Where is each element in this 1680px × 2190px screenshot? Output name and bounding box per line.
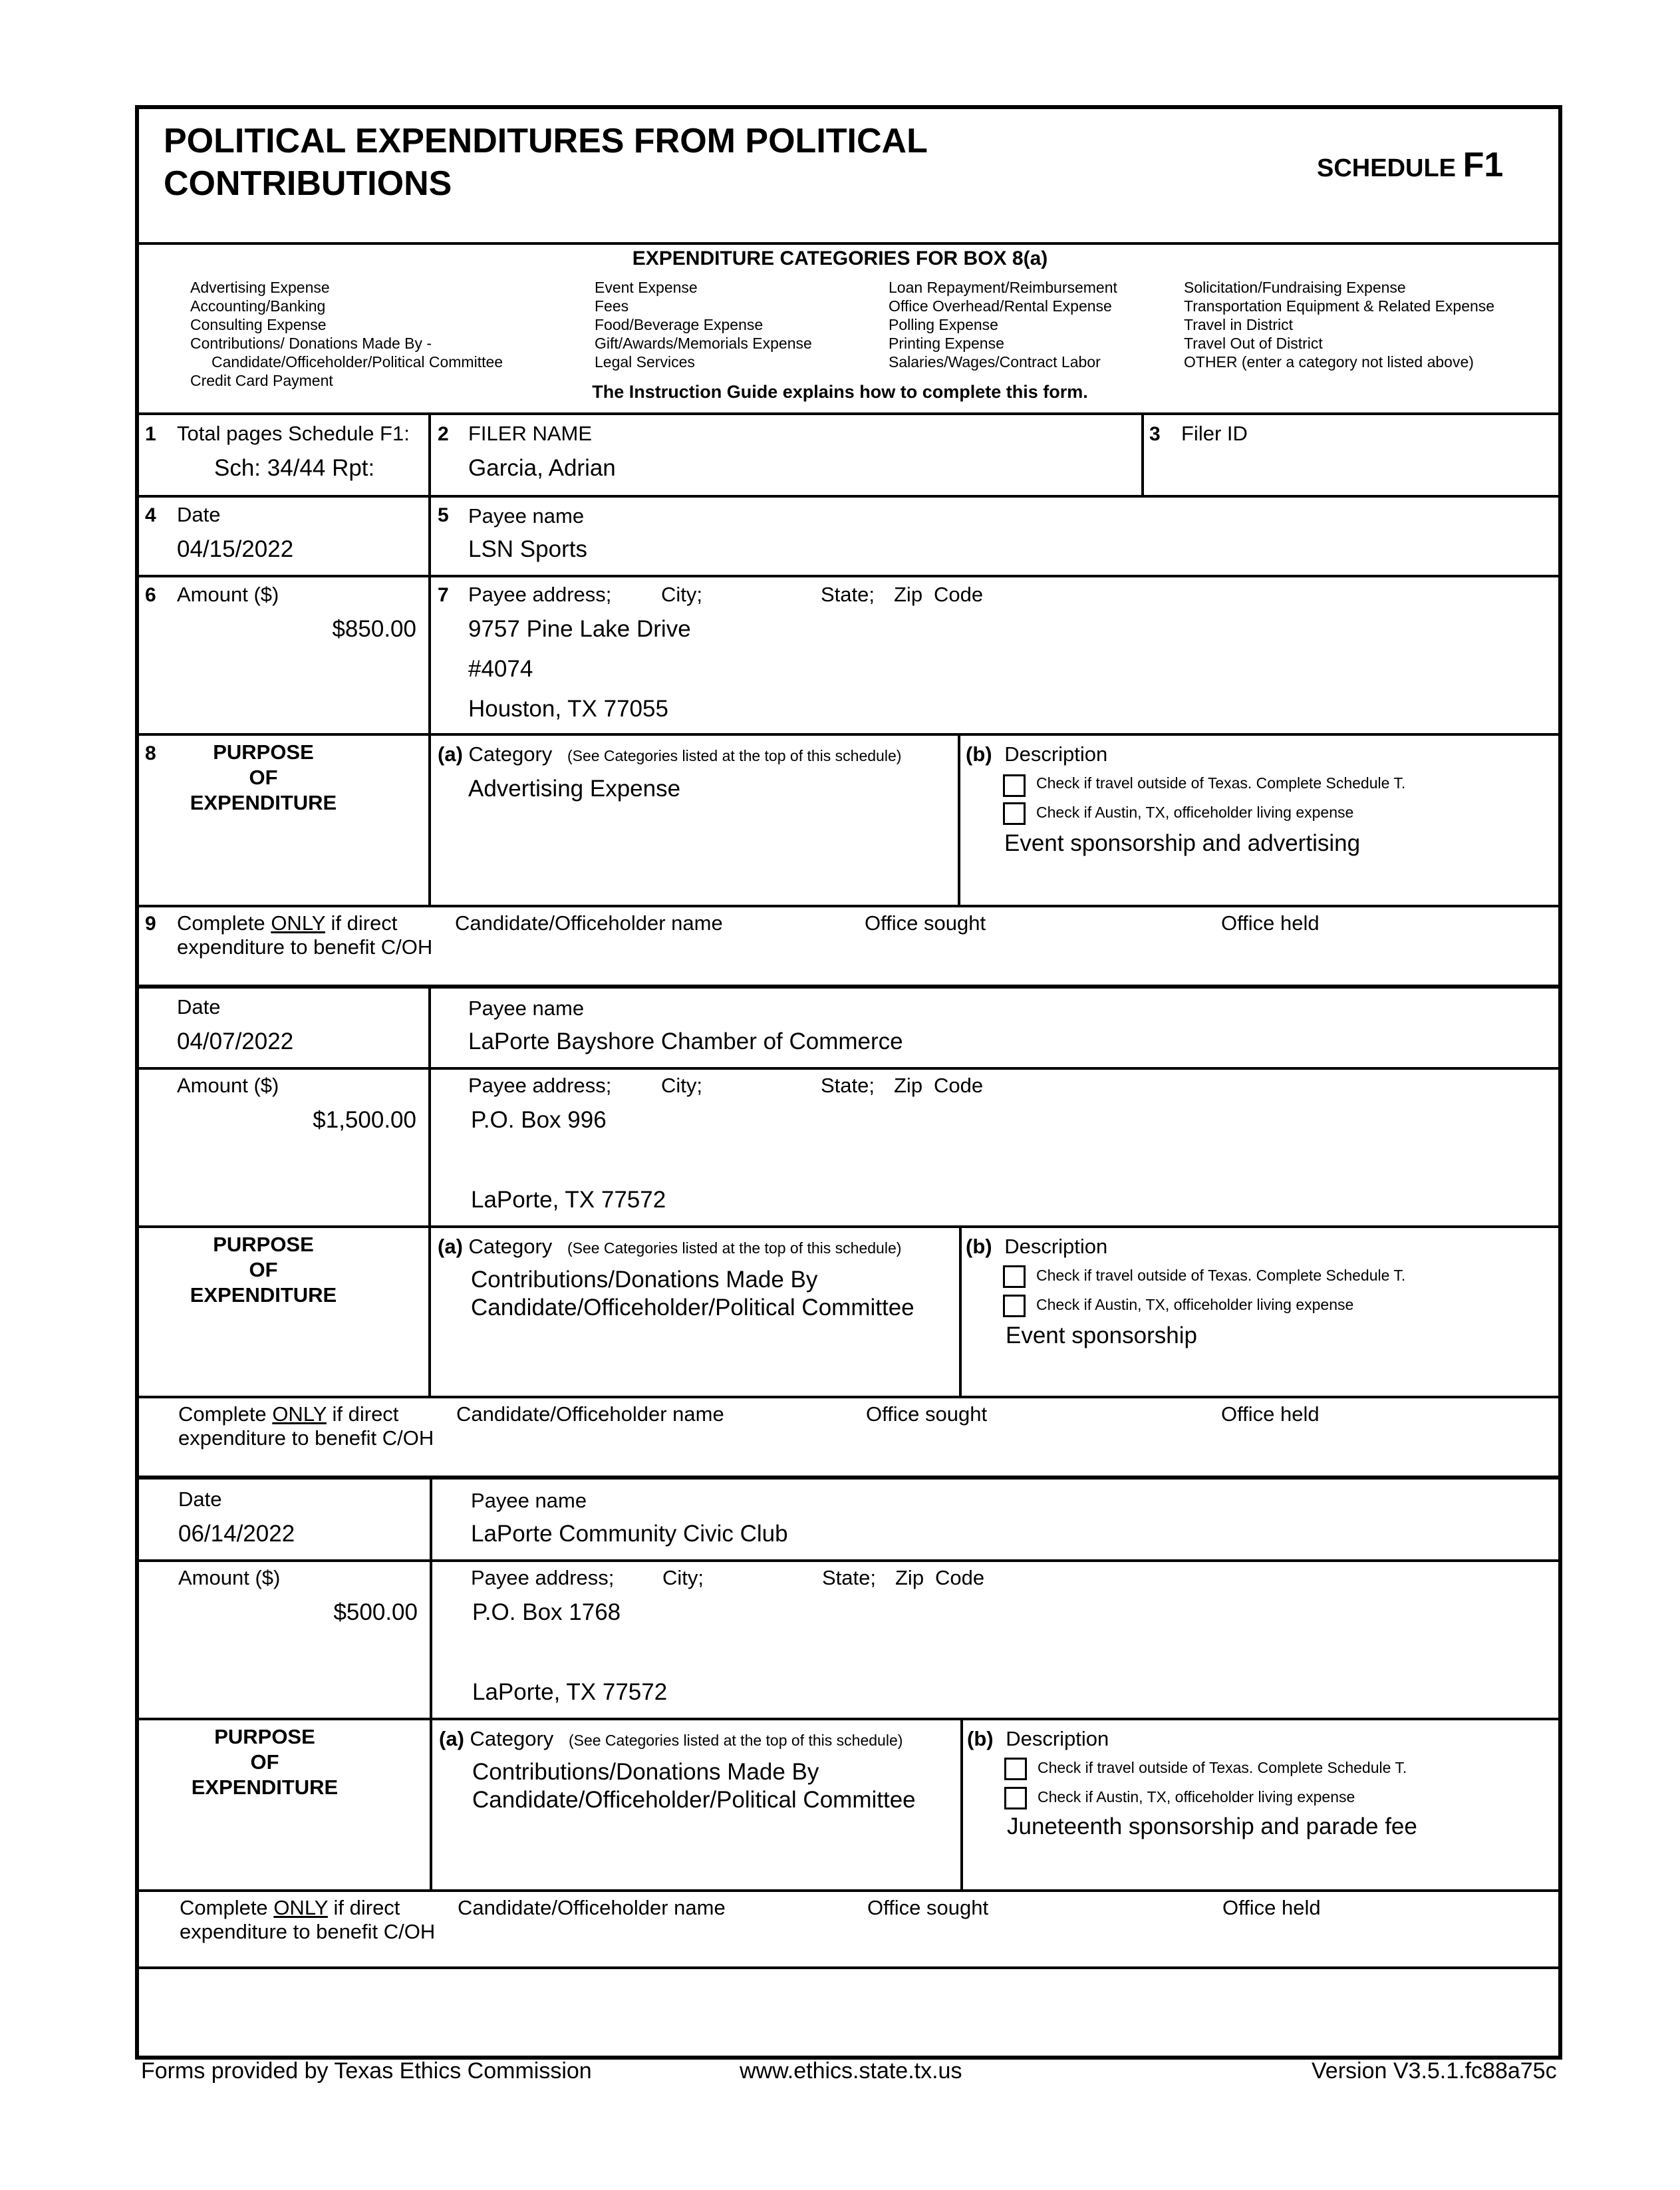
address-city-state-zip: LaPorte, TX 77572 <box>472 1679 668 1705</box>
date-label: Date <box>177 503 221 526</box>
amount-label: Amount ($) <box>177 583 279 606</box>
complete-only-note: Complete ONLY if direct expenditure to benefit C/OH <box>180 1896 436 1943</box>
purpose-word: OF <box>250 1750 279 1774</box>
box-number: 8 <box>145 742 156 764</box>
header-divider <box>137 242 1560 245</box>
purpose-word: EXPENDITURE <box>190 1283 337 1307</box>
box-number: 4 <box>145 504 156 526</box>
purpose-word: PURPOSE <box>214 1725 315 1748</box>
box-number: 9 <box>145 913 156 935</box>
office-held-label: Office held <box>1221 1402 1320 1426</box>
category-label: (a) Category (See Categories listed at the top of this schedule) <box>439 1727 903 1750</box>
purpose-word: EXPENDITURE <box>190 791 337 814</box>
purpose-word: OF <box>249 1258 278 1281</box>
schedule-code: F1 <box>1463 146 1504 184</box>
category-item: Contributions/ Donations Made By - <box>190 335 432 352</box>
purpose-heading <box>164 1232 363 1308</box>
payee-address-label: Payee address; <box>471 1566 615 1589</box>
city-label: City; <box>662 1566 704 1589</box>
category-item: Food/Beverage Expense <box>595 316 764 333</box>
category-value: Contributions/Donations Made By <box>471 1267 818 1293</box>
row-divider <box>137 1396 1560 1398</box>
description-label: (b) Description <box>966 742 1108 766</box>
col-divider <box>428 412 431 496</box>
state-label: State; <box>821 1074 875 1097</box>
purpose-heading <box>164 740 363 816</box>
code-label: Code <box>934 583 984 606</box>
title-line-2: CONTRIBUTIONS <box>164 164 452 203</box>
form-title <box>164 120 928 205</box>
col-divider <box>430 1480 432 1891</box>
date-label: Date <box>178 1487 222 1511</box>
col-divider <box>958 733 960 906</box>
purpose-word: PURPOSE <box>213 740 314 764</box>
categories-col-4 <box>1184 278 1494 371</box>
instruction-guide-note: The Instruction Guide explains how to complete this form. <box>592 382 1088 402</box>
category-item: Advertising Expense <box>190 279 330 296</box>
complete-only-note: Complete ONLY if direct expenditure to benefit C/OH <box>177 911 433 959</box>
office-sought-label: Office sought <box>866 1402 988 1426</box>
amount-value: $850.00 <box>332 616 416 642</box>
category-item: Travel in District <box>1184 316 1293 333</box>
office-held-label: Office held <box>1222 1896 1321 1919</box>
row-divider <box>137 1067 1560 1070</box>
address-city-state-zip: Houston, TX 77055 <box>468 696 668 722</box>
payee-name-value: LSN Sports <box>468 536 587 562</box>
office-held-label: Office held <box>1221 911 1320 935</box>
category-label: (a) Category (See Categories listed at the top of this schedule) <box>438 742 902 766</box>
col-divider <box>428 989 431 1397</box>
travel-checkbox-label: Check if travel outside of Texas. Complete Schedule T. <box>1036 1267 1406 1284</box>
category-item: Credit Card Payment <box>190 372 333 389</box>
row-divider <box>137 575 1560 577</box>
state-label: State; <box>821 583 875 606</box>
title-line-1: POLITICAL EXPENDITURES FROM POLITICAL <box>164 122 928 160</box>
zip-label: Zip <box>894 1074 923 1097</box>
category-item: Accounting/Banking <box>190 297 326 315</box>
category-label: (a) Category (See Categories listed at the top of this schedule) <box>438 1235 902 1258</box>
office-sought-label: Office sought <box>867 1896 989 1919</box>
categories-col-2 <box>595 278 812 371</box>
box-number: 5 <box>438 504 449 526</box>
category-item: Polling Expense <box>889 316 998 333</box>
category-value-2: Candidate/Officeholder/Political Committee <box>471 1295 914 1321</box>
col-divider <box>960 1718 963 1891</box>
description-value: Event sponsorship and advertising <box>1004 830 1361 856</box>
categories-heading: EXPENDITURE CATEGORIES FOR BOX 8(a) <box>632 247 1048 269</box>
description-value: Event sponsorship <box>1006 1323 1197 1348</box>
category-item: Event Expense <box>595 279 698 296</box>
coh-name-label: Candidate/Officeholder name <box>456 1402 724 1426</box>
zip-label: Zip <box>895 1566 924 1589</box>
category-item: Fees <box>595 297 629 315</box>
coh-name-label: Candidate/Officeholder name <box>458 1896 726 1919</box>
category-item: OTHER (enter a category not listed above) <box>1184 353 1474 371</box>
city-label: City; <box>661 583 702 606</box>
box-number: 7 <box>438 584 449 606</box>
filer-name-value: Garcia, Adrian <box>468 455 616 481</box>
payee-name-label: Payee name <box>471 1489 587 1512</box>
city-label: City; <box>661 1074 702 1097</box>
payee-name-value: LaPorte Community Civic Club <box>471 1521 788 1547</box>
total-pages-label: Total pages Schedule F1: <box>177 422 410 445</box>
category-item: Office Overhead/Rental Expense <box>889 297 1112 315</box>
categories-col-3 <box>889 278 1117 371</box>
address-line-1: P.O. Box 1768 <box>472 1599 621 1625</box>
row-divider <box>137 1889 1560 1892</box>
payee-address-label: Payee address; <box>468 1074 612 1097</box>
filer-id-label: Filer ID <box>1181 422 1248 445</box>
travel-outside-texas-checkbox[interactable] <box>1003 1265 1026 1288</box>
row-divider <box>137 1225 1560 1228</box>
col-divider <box>959 1225 962 1397</box>
travel-checkbox-label: Check if travel outside of Texas. Complete Schedule T. <box>1036 774 1406 792</box>
box-number: 2 <box>438 423 449 445</box>
category-item: Solicitation/Fundraising Expense <box>1184 279 1406 296</box>
footer-version: Version V3.5.1.fc88a75c <box>1312 2058 1557 2084</box>
coh-name-label: Candidate/Officeholder name <box>455 911 723 935</box>
category-item: Printing Expense <box>889 335 1004 352</box>
row-divider <box>137 1718 1560 1720</box>
payee-name-label: Payee name <box>468 504 585 528</box>
travel-outside-texas-checkbox[interactable] <box>1003 774 1026 797</box>
description-value: Juneteenth sponsorship and parade fee <box>1007 1813 1417 1839</box>
zip-label: Zip <box>894 583 923 606</box>
category-item: Transportation Equipment & Related Expense <box>1184 297 1495 315</box>
purpose-word: EXPENDITURE <box>191 1776 339 1799</box>
filer-name-label: FILER NAME <box>468 422 593 445</box>
category-value: Advertising Expense <box>468 776 681 802</box>
amount-value: $500.00 <box>333 1599 418 1625</box>
purpose-heading <box>165 1724 364 1800</box>
state-label: State; <box>822 1566 876 1589</box>
description-label: (b) Description <box>966 1235 1108 1258</box>
amount-value: $1,500.00 <box>313 1107 416 1133</box>
austin-checkbox-label: Check if Austin, TX, officeholder living expense <box>1038 1788 1355 1805</box>
col-divider <box>1141 412 1144 496</box>
description-label: (b) Description <box>967 1727 1109 1750</box>
travel-outside-texas-checkbox[interactable] <box>1004 1758 1027 1780</box>
row-divider <box>137 412 1560 415</box>
category-item: Salaries/Wages/Contract Labor <box>889 353 1101 371</box>
austin-living-expense-checkbox[interactable] <box>1003 1295 1026 1317</box>
austin-checkbox-label: Check if Austin, TX, officeholder living expense <box>1036 1296 1354 1313</box>
category-item: Legal Services <box>595 353 695 371</box>
row-divider <box>137 905 1560 907</box>
office-sought-label: Office sought <box>865 911 986 935</box>
categories-col-1 <box>190 278 503 390</box>
category-value: Contributions/Donations Made By <box>472 1759 819 1785</box>
address-line-1: 9757 Pine Lake Drive <box>468 616 691 642</box>
row-divider <box>137 495 1560 498</box>
category-item: Gift/Awards/Memorials Expense <box>595 335 812 352</box>
date-value: 04/15/2022 <box>177 536 294 562</box>
code-label: Code <box>935 1566 985 1589</box>
category-item: Loan Repayment/Reimbursement <box>889 279 1117 296</box>
box-number: 1 <box>145 423 156 445</box>
row-divider <box>137 733 1560 736</box>
section-divider <box>137 985 1560 989</box>
category-item: Consulting Expense <box>190 316 327 333</box>
col-divider <box>428 495 431 907</box>
date-label: Date <box>177 995 221 1018</box>
box-number: 6 <box>145 584 156 606</box>
payee-name-label: Payee name <box>468 997 585 1020</box>
date-value: 04/07/2022 <box>177 1028 294 1054</box>
box-number: 3 <box>1149 423 1161 445</box>
travel-checkbox-label: Check if travel outside of Texas. Complete Schedule T. <box>1038 1759 1407 1776</box>
address-line-2: #4074 <box>468 656 533 682</box>
date-value: 06/14/2022 <box>178 1521 295 1547</box>
austin-checkbox-label: Check if Austin, TX, officeholder living expense <box>1036 804 1354 821</box>
address-line-1: P.O. Box 996 <box>471 1107 607 1133</box>
amount-label: Amount ($) <box>177 1074 279 1097</box>
footer-website[interactable]: www.ethics.state.tx.us <box>740 2058 962 2084</box>
austin-living-expense-checkbox[interactable] <box>1004 1787 1027 1809</box>
section-divider <box>137 1476 1560 1480</box>
payee-address-label: Payee address; <box>468 583 612 606</box>
total-pages-value: Sch: 34/44 Rpt: <box>214 455 375 481</box>
purpose-word: PURPOSE <box>213 1233 314 1256</box>
code-label: Code <box>934 1074 984 1097</box>
footer-provider: Forms provided by Texas Ethics Commission <box>141 2058 592 2084</box>
address-city-state-zip: LaPorte, TX 77572 <box>471 1187 666 1213</box>
payee-name-value: LaPorte Bayshore Chamber of Commerce <box>468 1028 903 1054</box>
austin-living-expense-checkbox[interactable] <box>1003 802 1026 825</box>
category-item: Candidate/Officeholder/Political Committee <box>211 353 503 371</box>
complete-only-note: Complete ONLY if direct expenditure to benefit C/OH <box>178 1402 434 1450</box>
row-divider <box>137 1559 1560 1562</box>
purpose-word: OF <box>249 766 278 789</box>
schedule-label <box>1317 145 1503 185</box>
category-item: Travel Out of District <box>1184 335 1323 352</box>
schedule-prefix: SCHEDULE <box>1317 154 1457 182</box>
amount-label: Amount ($) <box>178 1566 281 1589</box>
category-value-2: Candidate/Officeholder/Political Committee <box>472 1787 916 1813</box>
row-divider <box>137 1966 1560 1969</box>
